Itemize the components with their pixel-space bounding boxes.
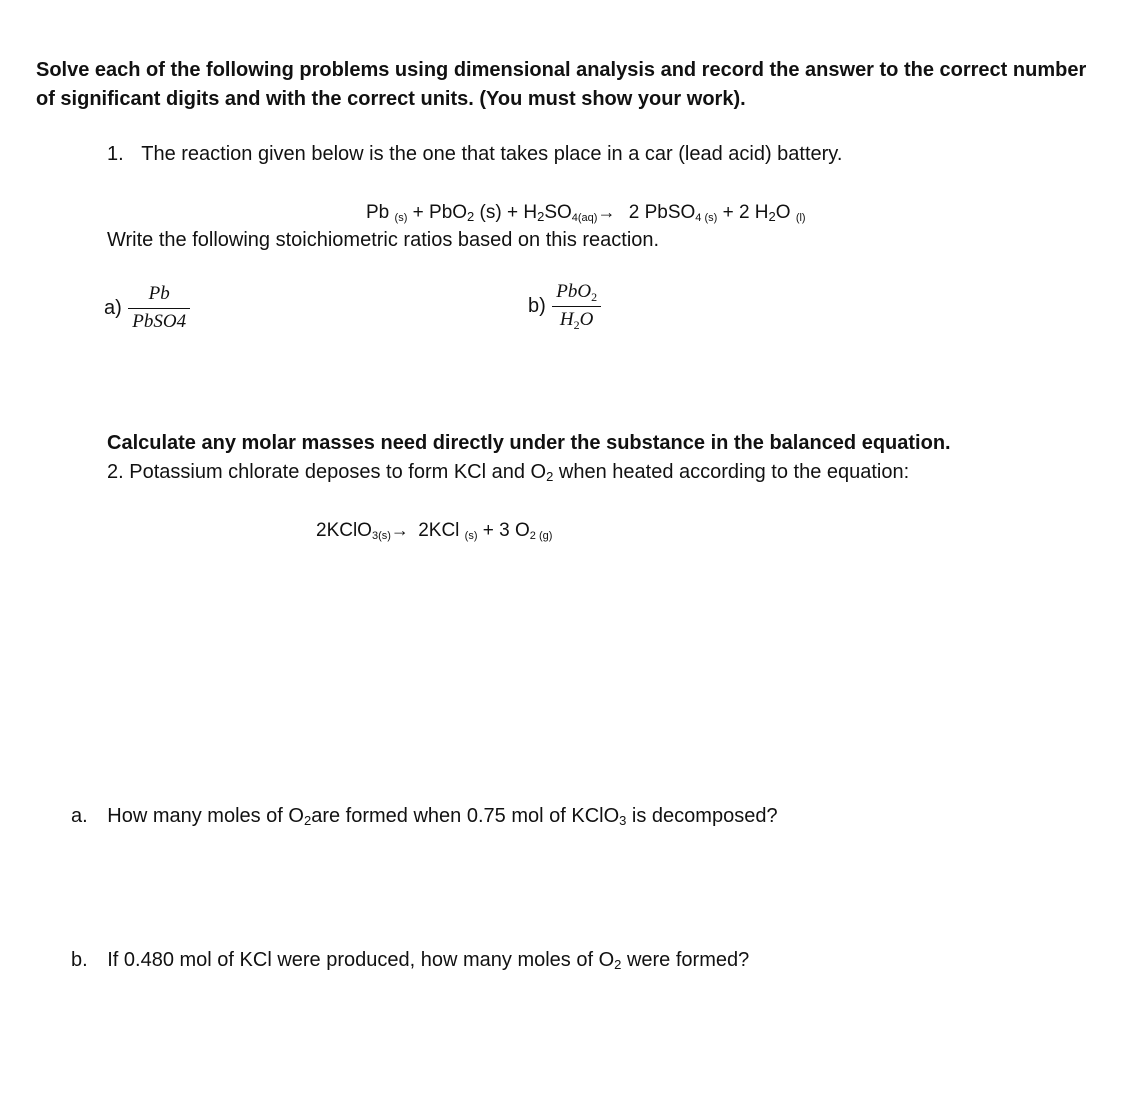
molar-mass-note: Calculate any molar masses need directly under the substance in the balanced equation. <box>107 432 951 454</box>
ratio-instruction: Write the following stoichiometric ratios based on this reaction. <box>107 229 660 251</box>
part-b-label: b. <box>71 949 88 971</box>
ratio-a-numerator: Pb <box>148 283 170 304</box>
ratio-b-label: b) <box>528 294 546 317</box>
ratio-b-denominator: $H_2O$ <box>552 306 601 331</box>
ratio-b-fraction <box>552 281 601 331</box>
ratio-a-fraction <box>128 283 190 333</box>
ratio-a-denominator: PbSO4 <box>128 308 190 333</box>
question-number: 1. <box>107 143 124 165</box>
arrow-icon: → <box>390 520 409 540</box>
lead-acid-equation: Pb $_{(s)}$ + PbO$_2$ $(s) + H_2SO_{4(aq)}\to 2$ PbSO$_{4 (s)}$ + 2 $H_2O$ $_{(l)}$ <box>366 202 806 224</box>
question-2-part-b: b. If 0.480 mol of KCl were produced, how many moles of $O_2$ were formed? <box>71 949 750 972</box>
potassium-chlorate-equation: 2KClO$_{3(s)}$→ 2KCl $_{(s)}$ + 3 $O_{2 (g)}$ <box>316 520 553 542</box>
question-1 <box>107 143 842 166</box>
instructions: Solve each of the following problems using dimensional analysis and record the answer to the correct number of significant digits and with the correct units. (You must show your work). <box>36 59 1087 110</box>
ratio-b <box>528 281 601 331</box>
ratio-a-label: a) <box>104 296 122 319</box>
arrow-icon: → <box>597 202 616 222</box>
ratio-b-numerator: PbO$_2$ <box>556 281 598 304</box>
part-a-label: a. <box>71 805 88 827</box>
question-2-part-a: a. How many moles of $O_2are$ formed when 0.75 mol of KClO$_3$ is decomposed? <box>71 805 778 828</box>
ratio-a <box>104 283 190 333</box>
question-2-prompt: 2. Potassium chlorate deposes to form KCl and $O_2$ when heated according to the equation: <box>107 461 910 484</box>
question-1-prompt: The reaction given below is the one that takes place in a car (lead acid) battery. <box>141 143 843 165</box>
